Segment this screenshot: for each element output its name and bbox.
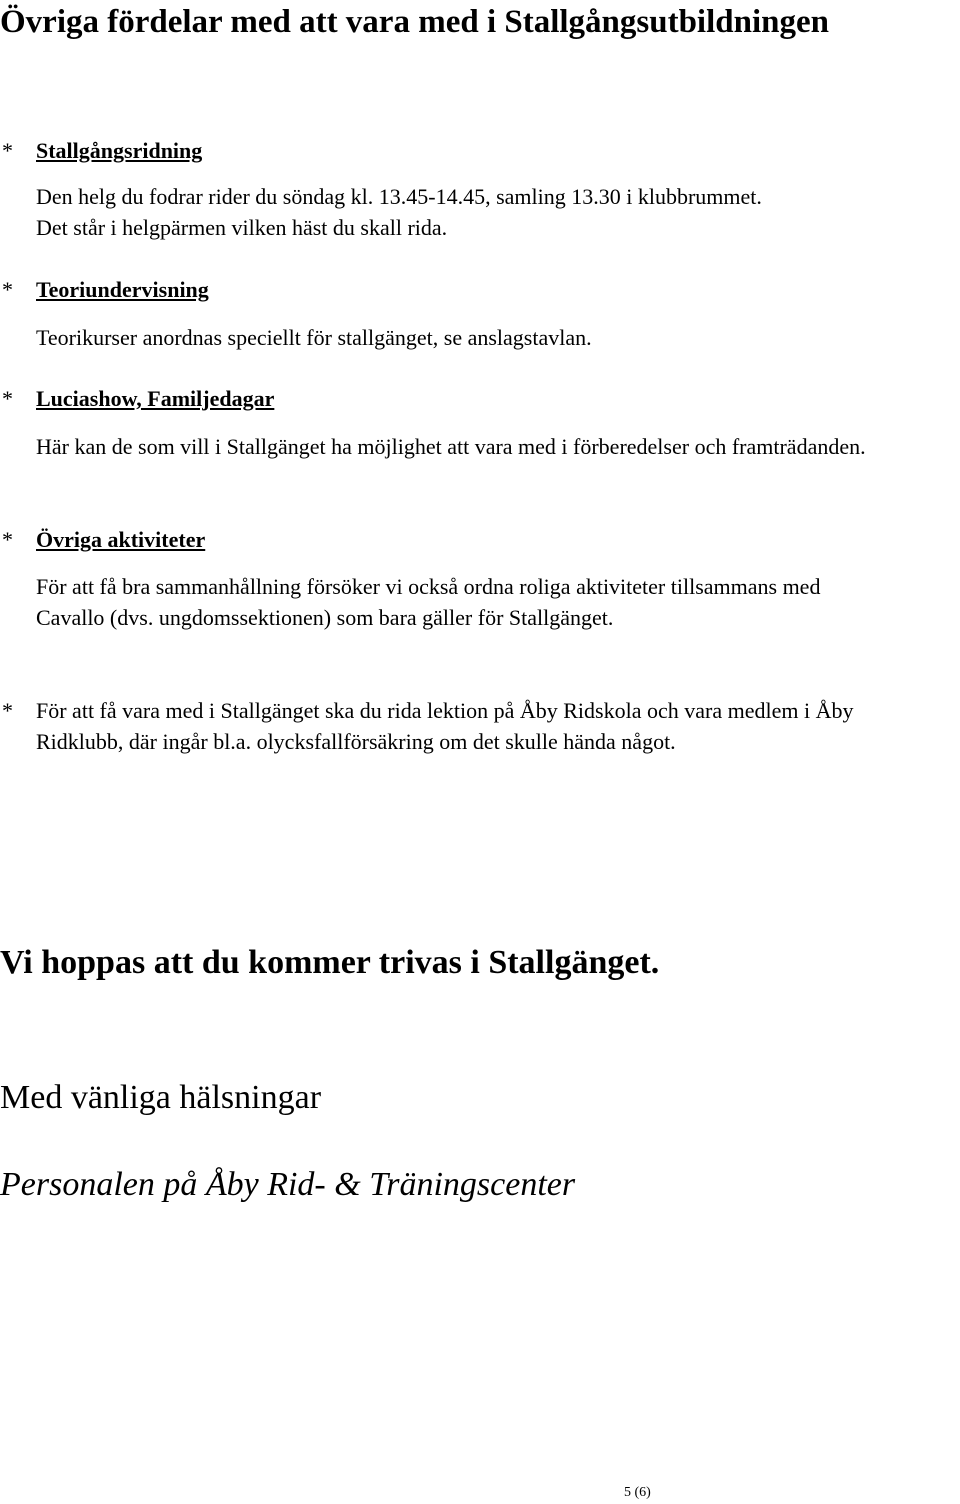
bullet-marker: *	[2, 277, 13, 302]
page-title: Övriga fördelar med att vara med i Stallgångsutbildningen	[0, 4, 829, 40]
bullet-marker: *	[2, 138, 13, 163]
section-text: Här kan de som vill i Stallgänget ha möjlighet att vara med i förberedelser och framträdanden.	[36, 434, 866, 459]
section-heading: Övriga aktiviteter	[36, 527, 206, 552]
bullet-marker: *	[2, 527, 13, 552]
bullet-marker: *	[2, 386, 13, 411]
section-text: För att få bra sammanhållning försöker vi också ordna roliga aktiviteter tillsammans med Cavallo (dvs. ungdomssektionen) som bara gäller för Stallgänget.	[36, 574, 821, 630]
section-text: Teorikurser anordnas speciellt för stallgänget, se anslagstavlan.	[36, 325, 592, 350]
section-heading: Teoriundervisning	[36, 277, 209, 302]
membership-text: För att få vara med i Stallgänget ska du rida lektion på Åby Ridskola och vara medlem i Åby Ridklubb, där ingår bl.a. olycksfallförsäkring om det skulle hända något.	[36, 698, 854, 754]
signature: Personalen på Åby Rid- & Träningscenter	[0, 1166, 576, 1203]
closing-greeting: Med vänliga hälsningar	[0, 1079, 322, 1116]
section-text: Den helg du fodrar rider du söndag kl. 13.45-14.45, samling 13.30 i klubbrummet. Det står i helgpärmen vilken häst du skall rida.	[36, 184, 762, 240]
section-heading: Luciashow, Familjedagar	[36, 386, 275, 411]
section-heading: Stallgångsridning	[36, 138, 203, 163]
page-number: 5 (6)	[624, 1485, 651, 1500]
bullet-marker: *	[2, 698, 13, 723]
closing-message: Vi hoppas att du kommer trivas i Stallgänget.	[0, 944, 660, 981]
